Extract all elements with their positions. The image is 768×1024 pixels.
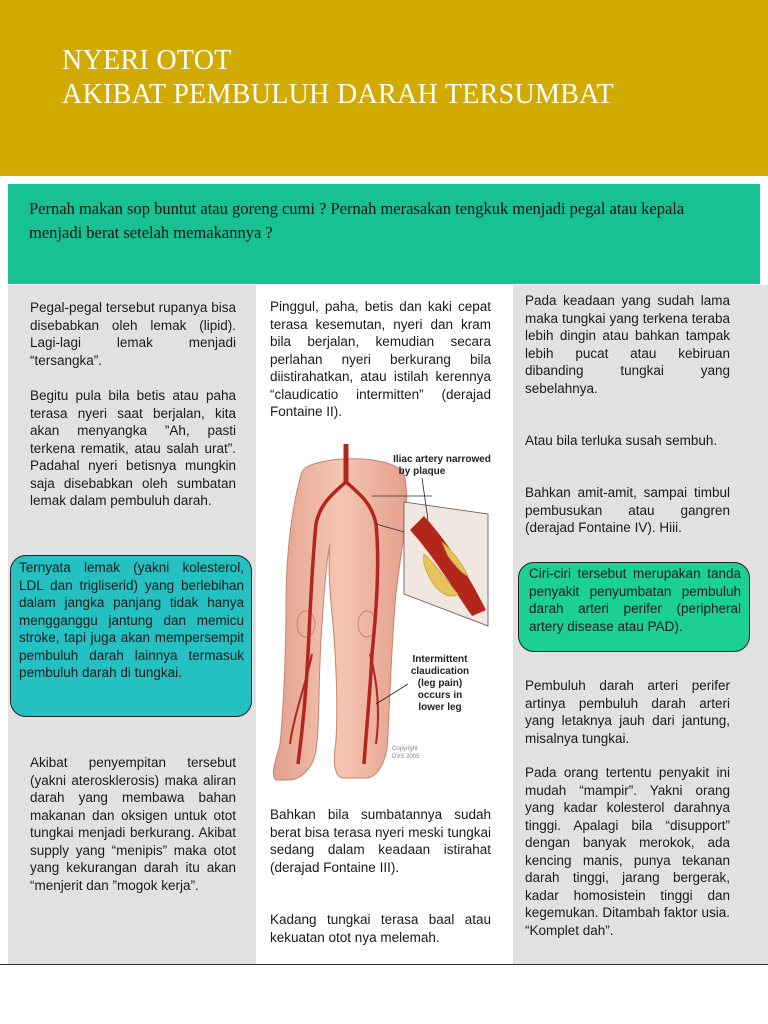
label-claudication-line5: lower leg xyxy=(418,702,462,713)
right-paragraph-2: Atau bila terluka susah sembuh. xyxy=(525,433,718,448)
left-paragraph-3: Akibat penyempitan tersebut (yakni aterosklerosis) maka aliran darah yang membawa bahan makanan dan oksigen untuk otot tungkai menjadi berkurang. Akibat supply yang “menipis” maka otot yang kekurangan darah itu akan “menjerit dan ”mogok kerja”. xyxy=(30,755,236,893)
label-iliac-line1: Iliac artery narrowed xyxy=(393,454,491,465)
left-paragraph-2: Begitu pula bila betis atau paha terasa nyeri saat berjalan, kita akan menyangka ”Ah, pasti terkena rematik, atau salah urat”. Padahal nyeri betisnya mungkin saja disebabkan oleh sumbatan lemak dalam pembuluh darah. xyxy=(30,388,236,508)
copyright-line2: DVS 2005 xyxy=(392,754,420,760)
artery-zoom-inset xyxy=(404,502,488,626)
left-highlight-text: Ternyata lemak (yakni kolesterol, LDL dan trigliserid) yang berlebihan dalam jangka panjang tidak hanya mengganggu jantung dan memicu stroke, tapi juga akan mempersempit pembuluh darah lainnya termasuk pembuluh darah di tungkai. xyxy=(19,560,244,680)
right-highlight-box xyxy=(518,562,750,652)
label-claudication-line4: occurs in xyxy=(417,690,463,701)
intro-box xyxy=(8,184,760,284)
bottom-divider xyxy=(0,964,768,965)
right-paragraph-4: Pembuluh darah arteri perifer artinya pembuluh darah arteri yang letaknya jauh dari jantung, misalnya tungkai. xyxy=(525,678,730,746)
right-paragraph-3: Bahkan amit-amit, sampai timbul pembusukan atau gangren (derajad Fontaine IV). Hiii. xyxy=(525,485,730,535)
middle-paragraph-2: Bahkan bila sumbatannya sudah berat bisa terasa nyeri meski tungkai sedang dalam keadaan istirahat (derajad Fontaine III). xyxy=(270,807,491,875)
label-claudication-line3: (leg pain) xyxy=(417,678,463,689)
header-banner xyxy=(0,0,768,176)
title-line-2: AKIBAT PEMBULUH DARAH TERSUMBAT xyxy=(62,79,614,110)
label-claudication-line1: Intermittent xyxy=(412,654,468,665)
right-highlight-text: Ciri-ciri tersebut merupakan tanda penyakit penyumbatan pembuluh darah arteri perifer (peripheral artery disease atau PAD). xyxy=(529,566,741,634)
intro-text: Pernah makan sop buntut atau goreng cumi ? Pernah merasakan tengkuk menjadi pegal atau kepala menjadi berat setelah memakannya ? xyxy=(29,199,685,242)
left-highlight-box xyxy=(10,555,252,717)
copyright-line1: Copyright xyxy=(392,746,418,752)
legs-silhouette xyxy=(273,459,406,780)
right-paragraph-5: Pada orang tertentu penyakit ini mudah “mampir”. Yakni orang yang kadar kolesterol darahnya tinggi. Apalagi bila “disupport” dengan banyak merokok, ada kencing manis, punya tekanan darah tinggi, jarang bergerak, kadar homosistein tinggi dan kegemukan. Ditambah faktor usia. “Komplet dah”. xyxy=(525,765,730,938)
label-iliac-line2: by plaque xyxy=(398,466,446,477)
middle-paragraph-1: Pinggul, paha, betis dan kaki cepat terasa kesemutan, nyeri dan kram bila berjalan, kemudian secara perlahan nyeri berkurang bila diistirahatkan, atau istilah kerennya “claudicatio intermitten” (derajad Fontaine II). xyxy=(270,299,491,419)
page-title xyxy=(62,44,614,112)
middle-paragraph-3: Kadang tungkai terasa baal atau kekuatan otot nya melemah. xyxy=(270,912,491,945)
label-claudication-line2: claudication xyxy=(410,666,470,677)
leg-artery-illustration xyxy=(272,444,504,790)
right-paragraph-1: Pada keadaan yang sudah lama maka tungkai yang terkena teraba lebih dingin atau bahkan tampak lebih pucat atau kebiruan dibanding tungkai yang sebelahnya. xyxy=(525,293,730,396)
title-line-1: NYERI OTOT xyxy=(62,45,232,76)
left-paragraph-1: Pegal-pegal tersebut rupanya bisa disebabkan oleh lemak (lipid). Lagi-lagi lemak menjadi “tersangka”. xyxy=(30,300,236,368)
